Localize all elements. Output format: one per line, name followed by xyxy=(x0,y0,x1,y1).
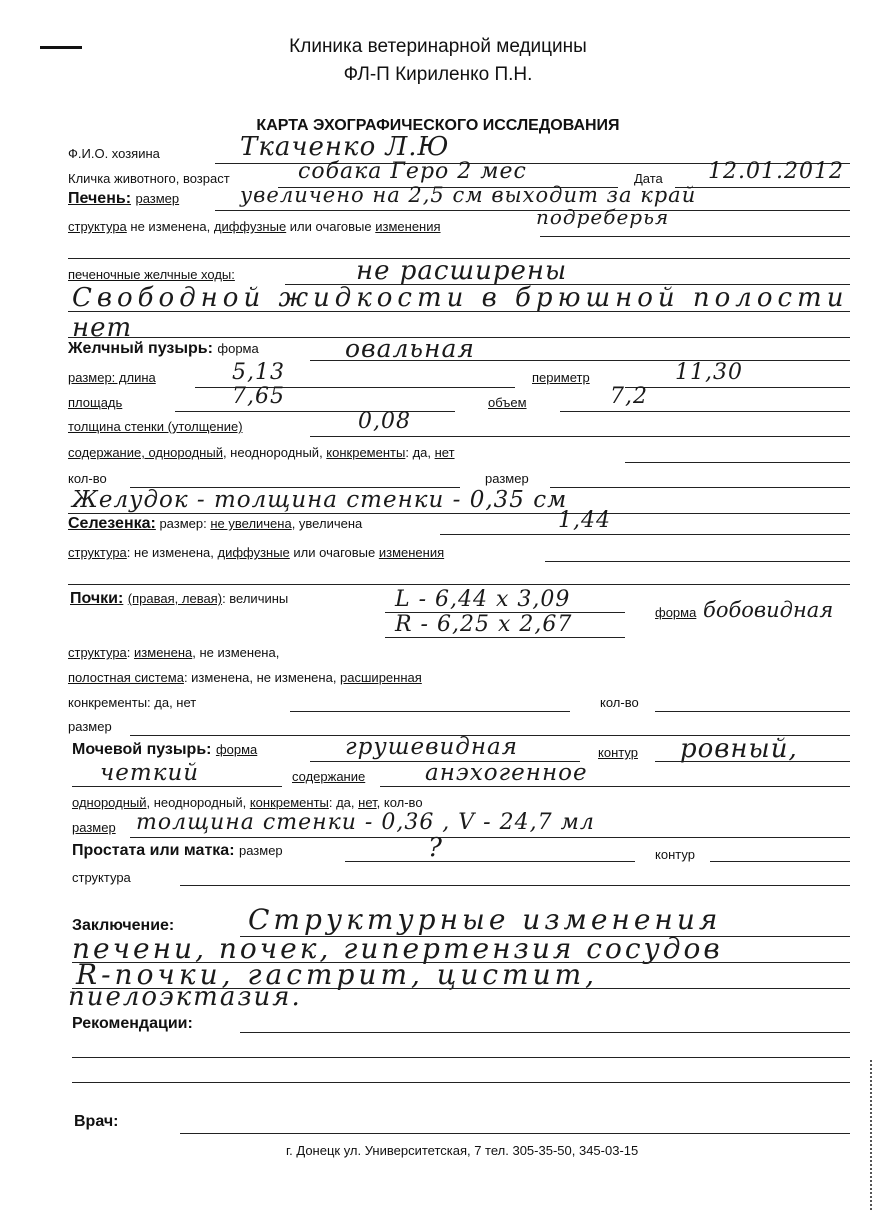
liver-size-row xyxy=(68,190,179,208)
document-title: КАРТА ЭХОГРАФИЧЕСКОГО ИССЛЕДОВАНИЯ xyxy=(256,117,620,134)
gallbladder-area-line xyxy=(175,411,455,412)
animal-label: Кличка животного, возраст xyxy=(68,171,230,186)
bladder-contour-line-2 xyxy=(72,786,282,787)
gallbladder-form-value[interactable]: овальная xyxy=(345,334,475,363)
gallbladder-form-row: Желчный пузырь: форма xyxy=(68,340,259,357)
gallbladder-perimeter-line xyxy=(625,387,850,388)
page-edge-mark xyxy=(867,1060,872,1210)
doctor-sign-line xyxy=(180,1133,850,1134)
prostate-structure-label: структура xyxy=(72,870,131,885)
liver-size-value[interactable]: увеличено на 2,5 см выходит за край xyxy=(240,183,697,207)
bladder-content-value[interactable]: анэхогенное xyxy=(425,760,588,786)
kidneys-form-value[interactable]: бобовидная xyxy=(703,598,834,622)
kidneys-structure-row: структура: изменена, не изменена, xyxy=(68,645,280,660)
prostate-structure-line xyxy=(180,885,850,886)
bladder-contour-line xyxy=(655,761,850,762)
free-fluid-note[interactable]: Свободной жидкости в брюшной полости xyxy=(72,283,849,313)
kidney-left-value[interactable]: L - 6,44 x 3,09 xyxy=(395,587,571,612)
recommendations-line-2 xyxy=(72,1057,850,1058)
liver-size-label: размер xyxy=(135,191,180,206)
bladder-label: Мочевой пузырь: xyxy=(72,741,212,758)
bladder-contour-label: контур xyxy=(598,745,638,760)
free-fluid-line xyxy=(68,311,850,312)
prostate-size-line xyxy=(345,861,635,862)
conclusion-line-1[interactable]: Структурные изменения xyxy=(248,903,722,936)
liver-structure-value[interactable]: подреберья xyxy=(536,205,670,229)
kidneys-pelvis-row: полостная система: изменена, не изменена, расширенная xyxy=(68,670,422,685)
gallbladder-wall-value[interactable]: 0,08 xyxy=(358,409,411,434)
bladder-homog-row: однородный, неоднородный, конкременты: да, нет, кол-во xyxy=(72,795,423,810)
bladder-size-label: размер xyxy=(72,820,116,835)
recommendations-label: Рекомендации: xyxy=(72,1015,193,1032)
spleen-size-value[interactable]: 1,44 xyxy=(558,508,611,533)
gallbladder-volume-label: объем xyxy=(488,395,527,410)
gallbladder-length-label: размер: длина xyxy=(68,370,156,385)
stomach-note[interactable]: Желудок - толщина стенки - 0,35 см xyxy=(72,487,568,513)
gallbladder-count-label: кол-во xyxy=(68,471,107,486)
prostate-size-value[interactable]: ? xyxy=(428,833,443,863)
bladder-size-value[interactable]: толщина стенки - 0,36 , V - 24,7 мл xyxy=(136,810,595,835)
gallbladder-wall-label: толщина стенки (утолщение) xyxy=(68,419,243,434)
gallbladder-wall-line xyxy=(310,436,850,437)
kidneys-count-line xyxy=(655,711,850,712)
spleen-size-row: Селезенка: размер: не увеличена, увеличена xyxy=(68,515,363,532)
gallbladder-volume-value[interactable]: 7,2 xyxy=(610,384,648,409)
spleen-structure-line xyxy=(545,561,850,562)
gallbladder-area-label: площадь xyxy=(68,395,123,410)
gallbladder-perimeter-value[interactable]: 11,30 xyxy=(675,360,743,385)
bladder-form-row: Мочевой пузырь: форма xyxy=(72,741,258,758)
stomach-note-line xyxy=(68,513,850,514)
kidneys-stones-label: конкременты: да, нет xyxy=(68,695,197,710)
recommendations-line-3 xyxy=(72,1082,850,1083)
kidneys-count-label: кол-во xyxy=(600,695,639,710)
owner-label: Ф.И.О. хозяина xyxy=(68,146,160,161)
liver-size-line xyxy=(215,210,850,211)
gallbladder-volume-line xyxy=(560,411,850,412)
prostate-contour-line xyxy=(710,861,850,862)
clinic-name: Клиника ветеринарной медицины xyxy=(289,36,587,57)
kidneys-size-row: Почки: (правая, левая): величины xyxy=(70,590,289,607)
gallbladder-size-label: размер xyxy=(485,471,529,486)
conclusion-line-4[interactable]: пиелоэктазия. xyxy=(68,982,302,1012)
liver-ducts-label: печеночные желчные ходы: xyxy=(68,267,235,282)
gallbladder-label: Желчный пузырь: xyxy=(68,340,213,357)
gallbladder-content-line xyxy=(625,462,850,463)
clinic-owner: ФЛ-П Кириленко П.Н. xyxy=(343,64,533,85)
liver-label: Печень: xyxy=(68,190,132,207)
liver-structure-row: структура не изменена, диффузные или очаговые изменения xyxy=(68,219,441,234)
date-line xyxy=(675,187,850,188)
kidneys-stones-line xyxy=(290,711,570,712)
free-fluid-note-2[interactable]: нет xyxy=(72,313,133,343)
prostate-contour-label: контур xyxy=(655,847,695,862)
spleen-size-line xyxy=(440,534,850,535)
spleen-structure-row: структура: не изменена, диффузные или очаговые изменения xyxy=(68,545,445,560)
liver-ducts-value[interactable]: не расширены xyxy=(356,256,568,286)
kidneys-label: Почки: xyxy=(70,590,124,607)
bladder-contour-value[interactable]: ровный, xyxy=(680,734,798,764)
bladder-content-label: содержание xyxy=(292,769,366,784)
gallbladder-area-value[interactable]: 7,65 xyxy=(232,384,285,409)
gallbladder-size-line xyxy=(550,487,850,488)
bladder-content-line xyxy=(380,786,850,787)
conclusion-line-2[interactable]: печени, почек, гипертензия сосудов xyxy=(72,932,723,965)
date-label: Дата xyxy=(634,171,663,186)
kidneys-size-label: размер xyxy=(68,719,112,734)
gallbladder-content-row: содержание, однородный, неоднородный, конкременты: да, нет xyxy=(68,445,455,460)
gallbladder-perimeter-label: периметр xyxy=(532,370,590,385)
prostate-size-row: Простата или матка: размер xyxy=(72,842,283,859)
spleen-label: Селезенка: xyxy=(68,515,156,532)
bladder-contour-value-2[interactable]: четкий xyxy=(100,760,200,786)
liver-structure-line xyxy=(540,236,850,237)
prostate-label: Простата или матка: xyxy=(72,842,235,859)
spleen-blank-line xyxy=(68,584,850,585)
conclusion-label: Заключение: xyxy=(72,917,175,934)
kidneys-form-label: форма xyxy=(655,605,697,620)
gallbladder-length-value[interactable]: 5,13 xyxy=(232,360,285,385)
bladder-size-line xyxy=(130,837,850,838)
footer-address: г. Донецк ул. Университетская, 7 тел. 305-35-50, 345-03-15 xyxy=(286,1143,639,1158)
kidney-right-line xyxy=(385,637,625,638)
date-value[interactable]: 12.01.2012 xyxy=(708,159,844,184)
animal-value[interactable]: собака Геро 2 мес xyxy=(298,159,527,184)
owner-value[interactable]: Ткаченко Л.Ю xyxy=(240,132,450,162)
gallbladder-form-line xyxy=(310,360,850,361)
recommendations-line-1 xyxy=(240,1032,850,1033)
conclusion-line-3[interactable]: R-почки, гастрит, цистит, xyxy=(76,958,599,991)
bladder-form-value[interactable]: грушевидная xyxy=(345,734,518,760)
kidney-right-value[interactable]: R - 6,25 x 2,67 xyxy=(395,612,573,637)
doctor-label: Врач: xyxy=(74,1113,119,1130)
